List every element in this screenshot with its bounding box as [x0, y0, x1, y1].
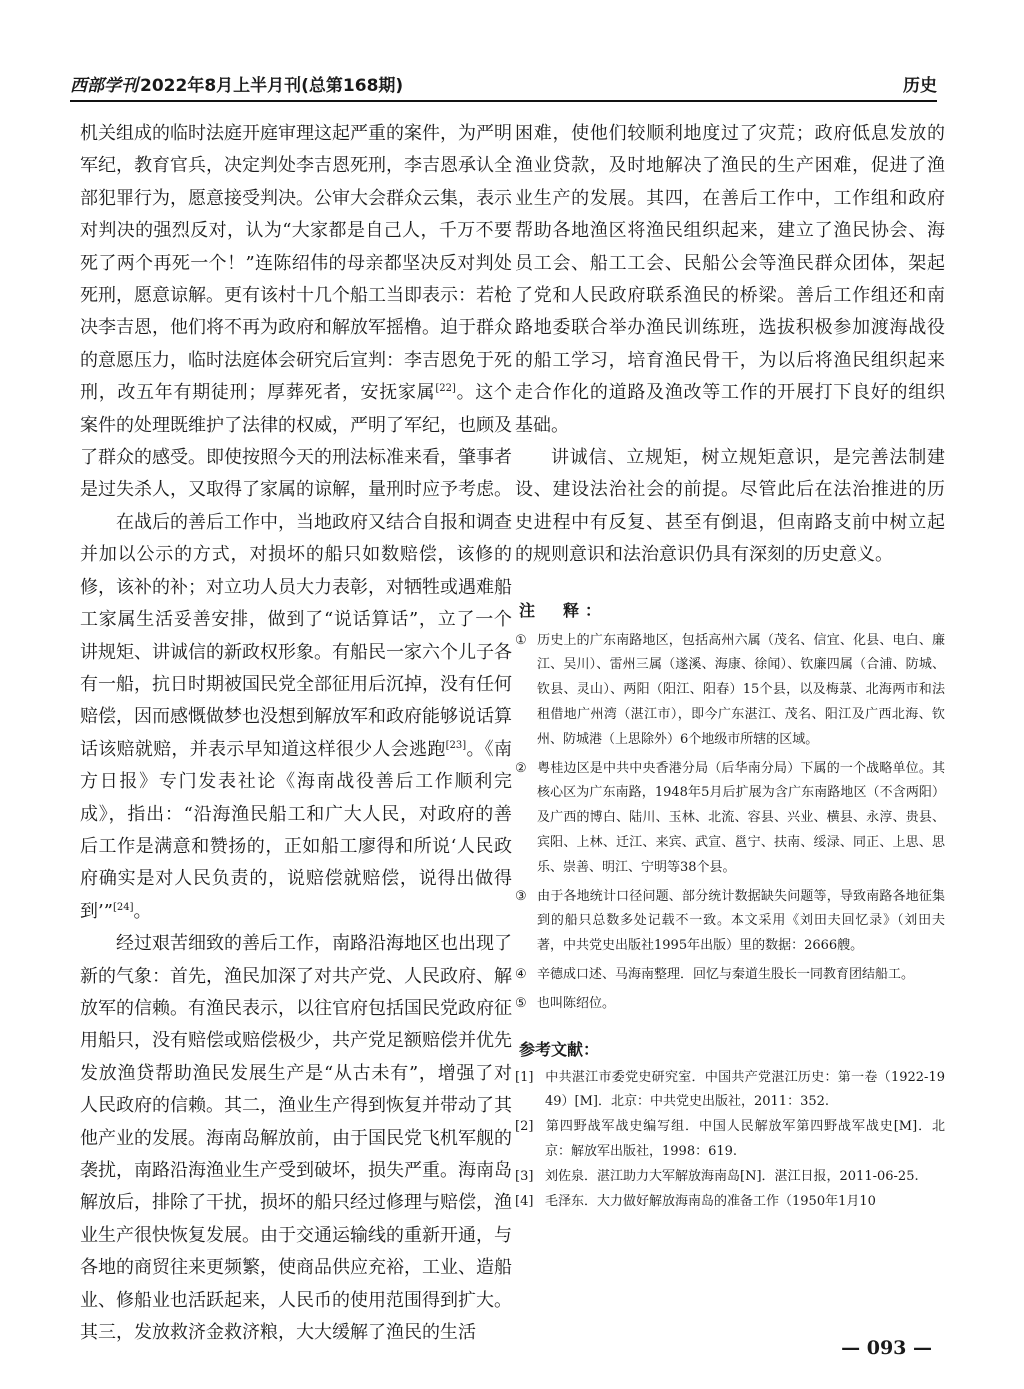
note-item: [515, 885, 945, 959]
note-text: 由于各地统计口径问题、部分统计数据缺失问题等，导致南路各地征集到的船只总数多处记载不一致。本文采用《刘田夫回忆录》（刘田夫著，中共党史出版社1995年出版）里的数据：2666艘。: [537, 888, 945, 954]
paragraph-text: 。《南方日报》专门发表社论《海南战役善后工作顺利完成》，指出：“沿海渔民船工和广大人民，对政府的善后工作是满意和赞扬的，正如船工廖得和所说‘人民政府确实是对人民负责的，说赔偿就赔偿，说得出做得到’”: [80, 738, 512, 922]
page-number: — 093 —: [841, 1337, 932, 1359]
citation-ref: [22]: [435, 383, 456, 395]
note-marker: ⑤: [515, 995, 527, 1011]
running-header: [70, 66, 937, 102]
note-item: [515, 963, 945, 988]
issue-line: [70, 71, 403, 96]
paragraph-text: 。这个案件的处理既维护了法律的权威，严明了军纪，也顾及了群众的感受。即使按照今天的刑法标准来看，肇事者是过失杀人，又取得了家属的谅解，量刑时应予考虑。: [80, 382, 512, 501]
references-list: [515, 1066, 945, 1215]
reference-text: 中共湛江市委党史研究室．中国共产党湛江历史：第一卷（1922-1949）[M]．北京：中共党史出版社，2011：352.: [545, 1069, 945, 1110]
note-item: [515, 629, 945, 753]
note-marker: ④: [515, 967, 527, 983]
note-marker: ③: [515, 888, 527, 904]
reference-marker: [1]: [515, 1069, 534, 1085]
references-heading: 参考文献：: [519, 1039, 600, 1059]
paragraph-text: 机关组成的临时法庭开庭审理这起严重的案件，为严明军纪，教育官兵，决定判处李吉恩死刑，李吉恩承认全部犯罪行为，愿意接受判决。公审大会群众云集，表示对判决的强烈反对，认为“大家都是自己人，千万不要死了两个再死一个！”连陈绍伟的母亲都坚决反对判处死刑，愿意谅解。更有该村十几个船工当即表示：若枪决李吉恩，他们将不再为政府和解放军摇橹。迫于群众的意愿压力，临时法庭体会研究后宣判：李吉恩免于死刑，改五年有期徒刑；厚葬死者，安抚家属: [80, 123, 512, 404]
reference-item: [515, 1115, 945, 1165]
section-label: 历史: [903, 76, 937, 96]
note-marker: ①: [515, 632, 527, 648]
note-text: 粤桂边区是中共中央香港分局（后华南分局）下属的一个战略单位。其核心区为广东南路，1948年5月后扩展为含广东南路地区（不含两阳）及广西的博白、陆川、玉林、北流、容县、兴业、横县、永淳、贵县、宾阳、上林、迁江、来宾、武宣、邕宁、扶南、绥渌、同正、上思、思乐、崇善、明江、宁明等38个县。: [537, 760, 945, 875]
right-column: [515, 118, 945, 1214]
note-text: 也叫陈绍位。: [537, 995, 616, 1011]
reference-text: 毛泽东．大力做好解放海南岛的准备工作（1950年1月10: [545, 1193, 876, 1209]
note-item: [515, 992, 945, 1017]
reference-text: 第四野战军战史编写组．中国人民解放军第四野战军战史[M]．北京：解放军出版社，1998：619.: [545, 1119, 945, 1160]
note-item: [515, 757, 945, 881]
notes-heading: 注 释：: [519, 600, 608, 620]
issue-info: 2022年8月上半月刊(总第168期): [140, 76, 404, 96]
notes-list: [515, 629, 945, 1017]
note-marker: ②: [515, 760, 527, 776]
note-text: 历史上的广东南路地区，包括高州六属（茂名、信宜、化县、电白、廉江、吴川）、雷州三属（遂溪、海康、徐闻）、钦廉四属（合浦、防城、钦县、灵山）、两阳（阳江、阳春）15个县，以及梅菉、北海两市和法租借地广州湾（湛江市），即今广东湛江、茂名、阳江及广西北海、钦州、防城港（上思除外）6个地级市所辖的区域。: [537, 632, 945, 747]
left-column: [80, 118, 512, 1349]
body-paragraph: [80, 118, 512, 507]
reference-item: [515, 1165, 945, 1190]
body-paragraph: [80, 507, 512, 928]
paragraph-text: 。: [133, 900, 152, 922]
body-paragraph: 讲诚信、立规矩，树立规矩意识，是完善法制建设、建设法治社会的前提。尽管此后在法治推进的历史进程中有反复、甚至有倒退，但南路支前中树立起的规则意识和法治意识仍具有深刻的历史意义。: [515, 447, 945, 566]
citation-ref: [24]: [112, 901, 134, 913]
reference-text: 刘佐泉．湛江助力大军解放海南岛[N]．湛江日报，2011-06-25.: [545, 1168, 919, 1184]
journal-logo: 西部学刊: [70, 76, 138, 96]
paragraph-text: 在战后的善后工作中，当地政府又结合自报和调查并加以公示的方式，对损坏的船只如数赔偿，该修的修，该补的补；对立功人员大力表彰，对牺牲或遇难船工家属生活妥善安排，做到了“说话算话”，立了一个讲规矩、讲诚信的新政权形象。有船民一家六个儿子各有一船，抗日时期被国民党全部征用后沉掉，没有任何赔偿，因而感慨做梦也没想到解放军和政府能够说话算话该赔就赔，并表示早知道这样很少人会逃跑: [80, 511, 512, 760]
note-text: 辛德成口述、马海南整理．回忆与秦道生股长一同教育团结船工。: [537, 967, 915, 983]
reference-marker: [4]: [515, 1193, 534, 1209]
reference-item: [515, 1066, 945, 1116]
reference-marker: [3]: [515, 1168, 534, 1184]
reference-marker: [2]: [515, 1119, 534, 1135]
body-paragraph: 困难，使他们较顺利地度过了灾荒；政府低息发放的渔业贷款，及时地解决了渔民的生产困难，促进了渔业生产的发展。其四，在善后工作中，工作组和政府帮助各地渔区将渔民组织起来，建立了渔民协会、海员工会、船工工会、民船公会等渔民群众团体，架起了党和人民政府联系渔民的桥梁。善后工作组还和南路地委联合举办渔民训练班，选拔积极参加渡海战役的船工学习，培育渔民骨干，为以后将渔民组织起来走合作化的道路及渔改等工作的开展打下良好的组织基础。: [515, 123, 945, 436]
citation-ref: [23]: [445, 739, 467, 751]
body-paragraph: 经过艰苦细致的善后工作，南路沿海地区也出现了新的气象：首先，渔民加深了对共产党、人民政府、解放军的信赖。有渔民表示，以往官府包括国民党政府征用船只，没有赔偿或赔偿极少，共产党足额赔偿并优先发放渔贷帮助渔民发展生产是“从古未有”，增强了对人民政府的信赖。其二，渔业生产得到恢复并带动了其他产业的发展。海南岛解放前，由于国民党飞机军舰的袭扰，南路沿海渔业生产受到破坏，损失严重。海南岛解放后，排除了干扰，损坏的船只经过修理与赔偿，渔业生产很快恢复发展。由于交通运输线的重新开通，与各地的商贸往来更频繁，使商品供应充裕，工业、造船业、修船业也活跃起来，人民币的使用范围得到扩大。其三，发放救济金救济粮，大大缓解了渔民的生活: [80, 933, 512, 1344]
reference-item: [515, 1190, 945, 1215]
